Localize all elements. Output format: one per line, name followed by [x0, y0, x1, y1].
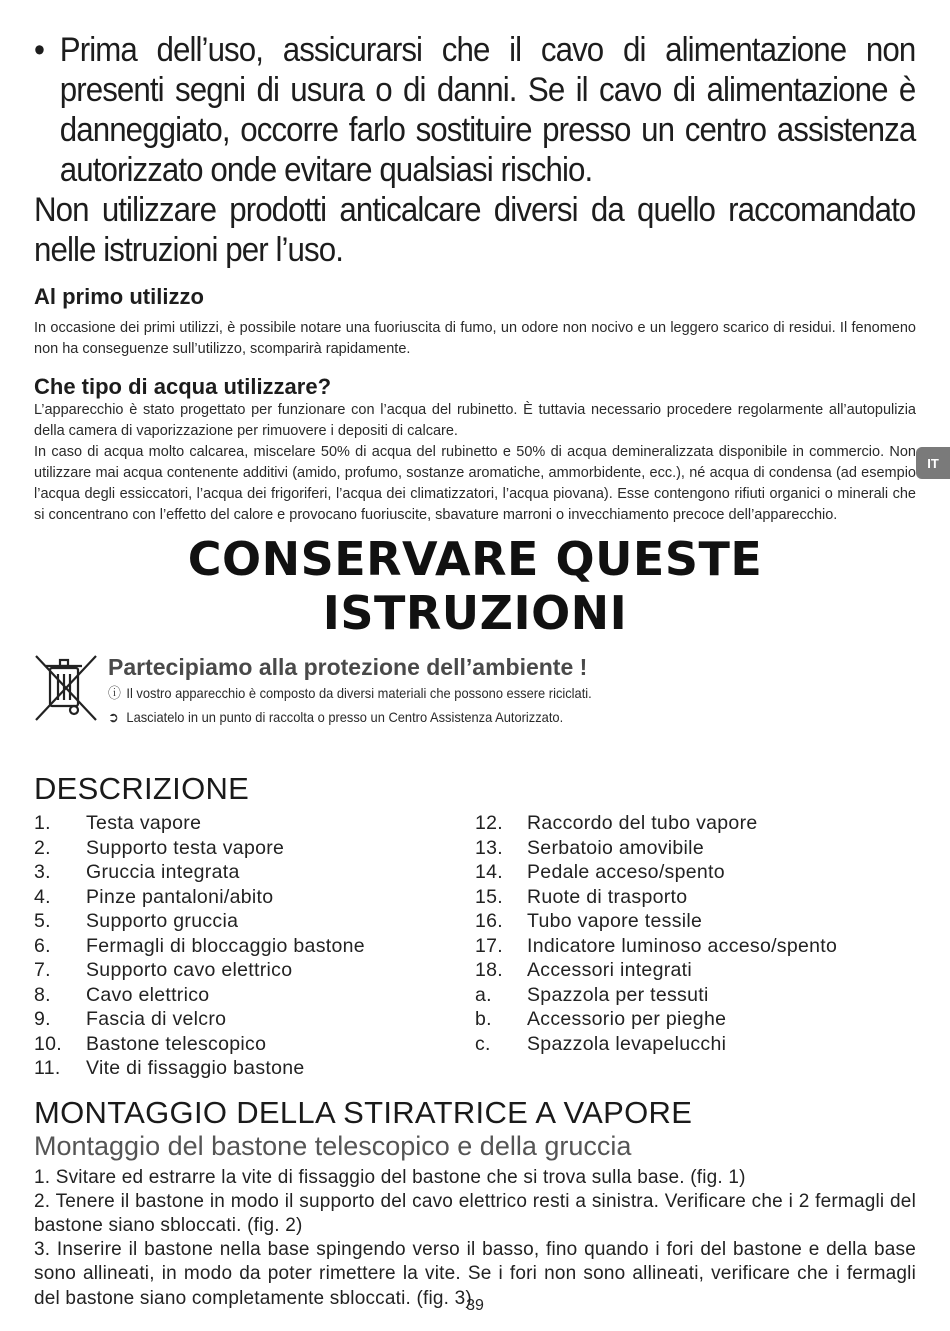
- assembly-subheading: Montaggio del bastone telescopico e della gruccia: [34, 1130, 632, 1161]
- warning-bullet-text: Prima dell’uso, assicurarsi che il cavo di alimentazione non presenti segni di usura o di danni. Se il cavo di alimentazione è danneggiato, occorre farlo sostituire presso un centro assistenza autorizzato onde evitare qualsiasi rischio.: [59, 31, 916, 189]
- description-item-number: 9.: [34, 1008, 51, 1030]
- description-item: [34, 934, 475, 959]
- description-item-number: 15.: [475, 885, 504, 908]
- description-item: [34, 885, 475, 910]
- description-item-label: Fascia di velcro: [86, 1008, 227, 1030]
- description-item-label: Fermagli di bloccaggio bastone: [86, 934, 365, 957]
- description-item-number: 1.: [34, 812, 51, 834]
- description-item: [475, 860, 916, 885]
- description-item: [34, 1007, 475, 1032]
- description-item: [34, 811, 475, 836]
- description-item: [34, 909, 475, 934]
- warning-bullet: [34, 30, 915, 190]
- description-item-label: Vite di fissaggio bastone: [86, 1057, 305, 1079]
- assembly-step: 3. Inserire il bastone nella base spingendo verso il basso, fino quando i fori del bastone e della base sono allineati, in modo da poter rimettere la vite. Se i fori non sono allineati, verificare che i fermagli del bastone siano completamente sbloccati. (fig. 3): [34, 1239, 916, 1309]
- description-item: [475, 1032, 916, 1057]
- description-item: [34, 1056, 475, 1081]
- description-item: [34, 1032, 475, 1057]
- description-item: [475, 909, 916, 934]
- crossed-bin-icon: [34, 654, 98, 722]
- environment-text: [108, 654, 634, 729]
- environment-line-2: [108, 705, 592, 729]
- environment-section: [34, 654, 916, 729]
- description-item-label: Cavo elettrico: [86, 983, 210, 1006]
- description-item-label: Pinze pantaloni/abito: [86, 885, 274, 908]
- description-item: [475, 934, 916, 959]
- description-item-label: Gruccia integrata: [86, 861, 240, 883]
- page-number: 39: [466, 1297, 484, 1314]
- environment-line-1: [108, 681, 592, 705]
- description-item-number: 2.: [34, 836, 51, 859]
- description-item: [34, 983, 475, 1008]
- description-item-number: 7.: [34, 959, 51, 981]
- description-item-label: Supporto cavo elettrico: [86, 959, 293, 981]
- description-item-label: Serbatoio amovibile: [527, 836, 704, 859]
- description-item-number: 3.: [34, 861, 51, 883]
- description-item-label: Testa vapore: [86, 812, 202, 834]
- description-item-number: 13.: [475, 836, 504, 859]
- description-item-number: 14.: [475, 861, 504, 883]
- assembly-heading: MONTAGGIO DELLA STIRATRICE A VAPORE: [34, 1094, 693, 1130]
- description-item-label: Tubo vapore tessile: [527, 910, 703, 932]
- description-item-number: 6.: [34, 934, 51, 957]
- environment-line-1-text: Il vostro apparecchio è composto da diversi materiali che possono essere riciclati.: [126, 685, 592, 701]
- description-item: [475, 1007, 916, 1032]
- description-item-number: 8.: [34, 983, 51, 1006]
- description-item-number: c.: [475, 1032, 491, 1055]
- description-heading: DESCRIZIONE: [34, 771, 250, 806]
- keep-instructions-title: CONSERVARE QUESTE ISTRUZIONI: [187, 532, 763, 640]
- first-use-text: In occasione dei primi utilizzi, è possibile notare una fuoriuscita di fumo, un odore non nocivo e un leggero scarico di residui. Il fenomeno non ha conseguenze sull’utilizzo, scomparirà rapidamente.: [34, 320, 916, 357]
- description-item-label: Supporto testa vapore: [86, 836, 285, 859]
- description-item-label: Bastone telescopico: [86, 1032, 267, 1055]
- bullet-dot: •: [34, 31, 45, 69]
- water-paragraph-1: L’apparecchio è stato progettato per funzionare con l’acqua del rubinetto. È tuttavia necessario procedere regolarmente all’autopulizia della camera di vaporizzazione per rimuovere i depositi di calcare.: [34, 402, 916, 439]
- description-item: [34, 860, 475, 885]
- manual-page: [34, 30, 916, 1311]
- description-item: [34, 958, 475, 983]
- assembly-step: 2. Tenere il bastone in modo il supporto del cavo elettrico resti a sinistra. Verificare che i 2 fermagli del bastone siano sbloccati. (fig. 2): [34, 1190, 916, 1236]
- first-use-heading: Al primo utilizzo: [34, 284, 204, 309]
- assembly-steps: [34, 1166, 916, 1311]
- description-item-label: Raccordo del tubo vapore: [527, 812, 758, 834]
- description-item: [475, 811, 916, 836]
- water-heading: Che tipo di acqua utilizzare?: [34, 374, 332, 399]
- description-list: [34, 811, 916, 1081]
- description-item-label: Supporto gruccia: [86, 910, 239, 932]
- description-item-number: 16.: [475, 910, 504, 932]
- description-item-number: a.: [475, 983, 492, 1006]
- description-item-number: 4.: [34, 885, 51, 908]
- environment-heading: Partecipiamo alla protezione dell’ambiente !: [108, 654, 588, 680]
- assembly-step: 1. Svitare ed estrarre la vite di fissaggio del bastone che si trova sulla base. (fig. 1): [34, 1166, 746, 1188]
- warning-plain-text: Non utilizzare prodotti anticalcare diversi da quello raccomandato nelle istruzioni per l’uso.: [34, 191, 916, 269]
- language-tab: IT: [916, 447, 950, 479]
- description-item-number: 12.: [475, 812, 504, 834]
- description-item: [475, 836, 916, 861]
- description-item-number: 17.: [475, 934, 504, 957]
- water-paragraph-2: In caso di acqua molto calcarea, miscelare 50% di acqua del rubinetto e 50% di acqua demineralizzata disponibile in commercio. Non utilizzare mai acqua contenente additivi (amido, profumo, sostanze aromatiche, ammorbidente, ecc.), né acqua di condensa (ad esempio l’acqua degli essiccatori, l’acqua dei frigoriferi, l’acqua dei climatizzatori, l’acqua piovana). Esse contengono rifiuti organici o minerali che si concentrano con l’effetto del calore e provocano fuoriuscite, sbavature marroni o invecchiamento precoce dell’apparecchio.: [34, 444, 916, 523]
- description-item-number: 18.: [475, 959, 504, 981]
- description-right-column: [475, 811, 916, 1081]
- description-item-number: 11.: [34, 1057, 61, 1079]
- description-item-label: Spazzola levapelucchi: [527, 1032, 727, 1055]
- description-item-label: Accessorio per pieghe: [527, 1008, 727, 1030]
- description-item-number: 10.: [34, 1032, 63, 1055]
- description-item-label: Pedale acceso/spento: [527, 861, 725, 883]
- info-icon: ⓘ: [108, 685, 121, 701]
- description-item-label: Ruote di trasporto: [527, 885, 688, 908]
- description-item-number: 5.: [34, 910, 51, 932]
- description-item-label: Spazzola per tessuti: [527, 983, 709, 1006]
- description-left-column: [34, 811, 475, 1081]
- description-item: [34, 836, 475, 861]
- description-item: [475, 983, 916, 1008]
- environment-line-2-text: Lasciatelo in un punto di raccolta o presso un Centro Assistenza Autorizzato.: [126, 709, 564, 725]
- description-item-label: Indicatore luminoso acceso/spento: [527, 934, 838, 957]
- arrow-right-icon: ➲: [108, 709, 119, 725]
- description-item-number: b.: [475, 1008, 492, 1030]
- description-item: [475, 885, 916, 910]
- description-item-label: Accessori integrati: [527, 959, 693, 981]
- warning-block: [34, 30, 915, 270]
- description-item: [475, 958, 916, 983]
